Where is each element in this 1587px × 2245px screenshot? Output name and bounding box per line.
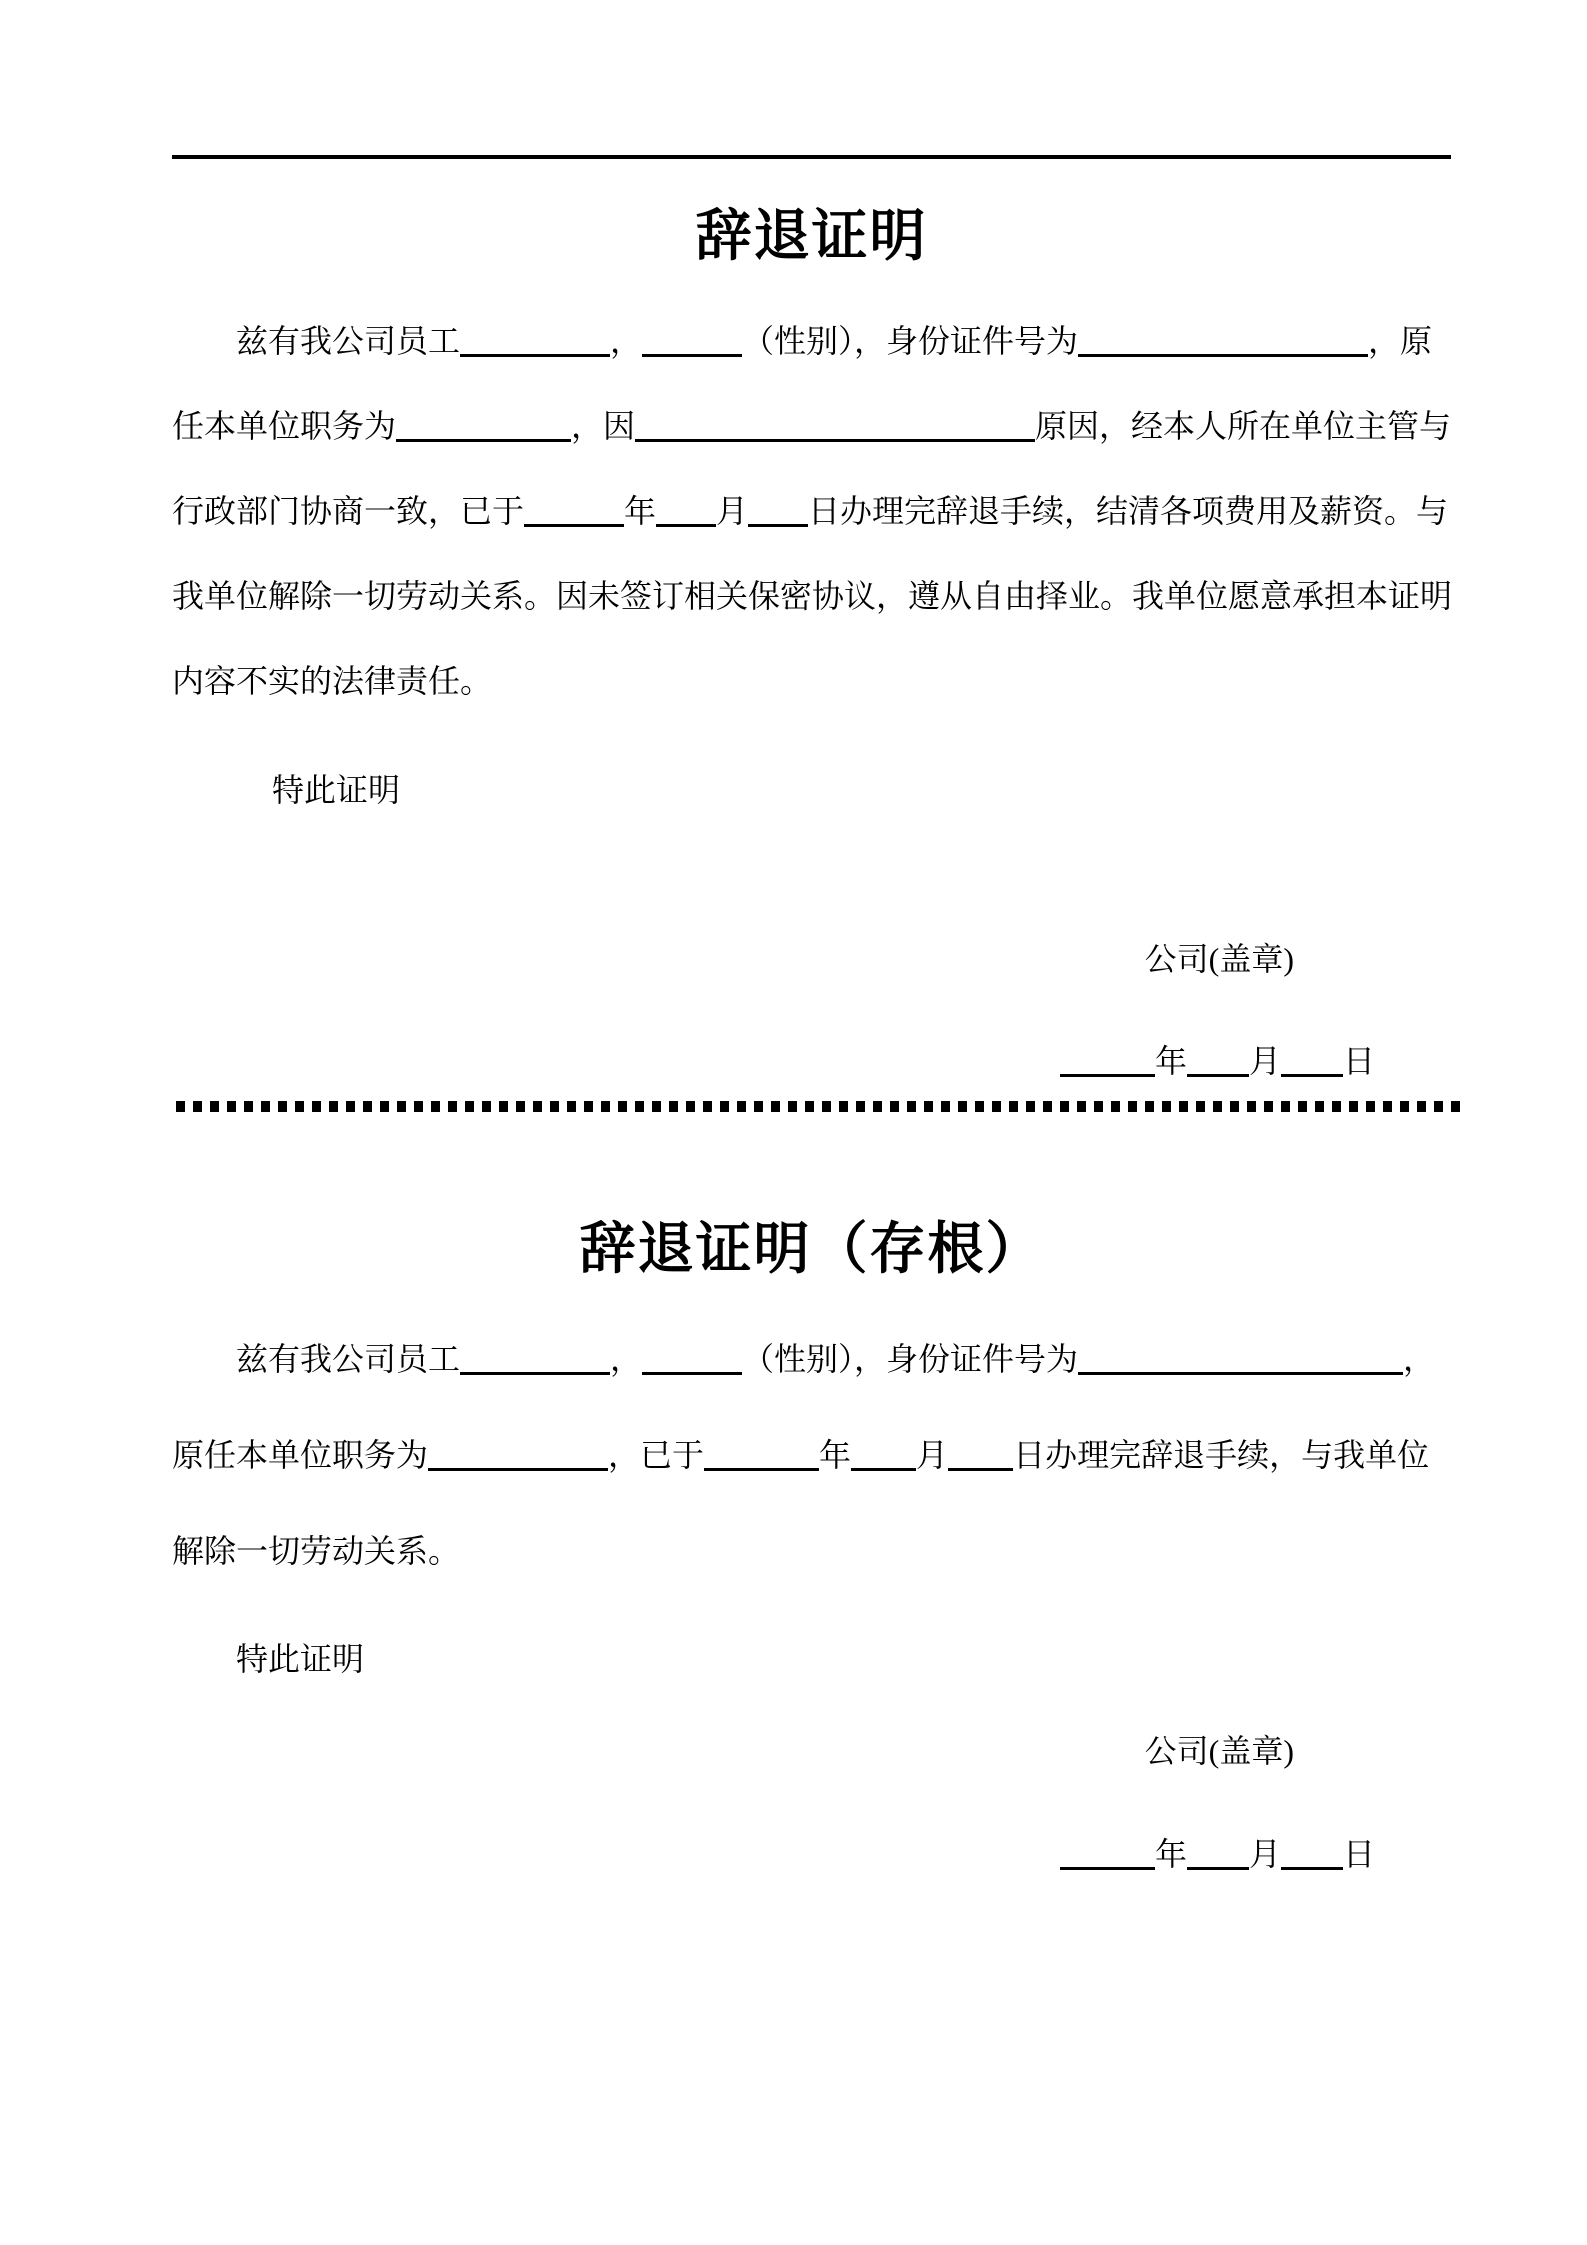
fill-in-blank-line[interactable]	[460, 348, 610, 357]
fill-in-blank-line[interactable]	[1281, 1068, 1343, 1077]
fill-in-blank-line[interactable]	[1187, 1861, 1249, 1870]
stub-company-seal-label: 公司(盖章)	[1144, 1733, 1294, 1769]
text-run: 日办理完辞退手续，与我单位	[1013, 1437, 1430, 1473]
fill-in-blank-line[interactable]	[642, 348, 742, 357]
main-company-seal-label: 公司(盖章)	[1144, 941, 1294, 977]
text-run: 行政部门协商一致，已于	[172, 493, 525, 529]
fill-in-blank-line[interactable]	[704, 1462, 819, 1471]
text-run: 内容不实的法律责任。	[172, 663, 493, 699]
text-run: 年	[819, 1437, 852, 1473]
text-run: 年	[1154, 1836, 1187, 1872]
text-run: 年	[624, 493, 657, 529]
text-line	[172, 1407, 1462, 1503]
text-run: ，因	[571, 408, 636, 444]
text-run: 年	[1154, 1043, 1187, 1079]
text-run: 日	[1342, 1836, 1375, 1872]
text-run: ，已于	[608, 1437, 705, 1473]
text-run: （性别），身份证件号为	[742, 1341, 1079, 1377]
main-date-line	[172, 1039, 1451, 1083]
main-closing-statement: 特此证明	[272, 772, 401, 808]
fill-in-blank-line[interactable]	[948, 1462, 1013, 1471]
stub-closing-statement: 特此证明	[236, 1641, 365, 1677]
text-run: 原任本单位职务为	[172, 1437, 429, 1473]
fill-in-blank-line[interactable]	[1060, 1068, 1155, 1077]
text-run: 任本单位职务为	[172, 408, 397, 444]
fill-in-blank-line[interactable]	[460, 1366, 610, 1375]
stub-title: 辞退证明（存根）	[579, 1219, 1044, 1281]
stub-body-paragraph	[172, 1311, 1462, 1599]
fill-in-blank-line[interactable]	[1281, 1861, 1343, 1870]
text-run: ，	[1403, 1341, 1436, 1377]
text-run: 月	[1248, 1836, 1281, 1872]
text-line	[172, 1039, 1375, 1083]
fill-in-blank-line[interactable]	[748, 518, 808, 527]
main-body-paragraph	[172, 299, 1462, 724]
fill-in-blank-line[interactable]	[851, 1462, 916, 1471]
text-run: 日办理完辞退手续，结清各项费用及薪资。与	[808, 493, 1449, 529]
text-run: ，	[610, 323, 643, 359]
text-line	[172, 384, 1462, 469]
text-run: （性别），身份证件号为	[742, 323, 1079, 359]
text-run: 月	[916, 1437, 949, 1473]
fill-in-blank-line[interactable]	[656, 518, 716, 527]
fill-in-blank-line[interactable]	[428, 1462, 608, 1471]
fill-in-blank-line[interactable]	[1078, 348, 1368, 357]
text-line	[172, 554, 1462, 639]
text-run: 月	[1248, 1043, 1281, 1079]
fill-in-blank-line[interactable]	[1078, 1366, 1403, 1375]
text-line	[172, 1503, 1462, 1599]
text-run: 日	[1342, 1043, 1375, 1079]
tear-off-dashed-separator	[176, 1101, 1468, 1112]
main-title: 辞退证明	[695, 206, 928, 268]
text-run: 解除一切劳动关系。	[172, 1533, 461, 1569]
text-run: ，原	[1368, 323, 1433, 359]
fill-in-blank-line[interactable]	[1060, 1861, 1155, 1870]
fill-in-blank-line[interactable]	[635, 433, 1035, 442]
fill-in-blank-line[interactable]	[642, 1366, 742, 1375]
text-line	[172, 469, 1462, 554]
text-run: 兹有我公司员工	[236, 323, 461, 359]
text-run: ，	[610, 1341, 643, 1377]
text-run: 我单位解除一切劳动关系。因未签订相关保密协议，遵从自由择业。我单位愿意承担本证明	[172, 578, 1453, 614]
stub-date-line	[172, 1832, 1451, 1876]
text-line	[172, 1832, 1375, 1876]
text-run: 月	[716, 493, 749, 529]
text-line	[172, 639, 1462, 724]
fill-in-blank-line[interactable]	[396, 433, 571, 442]
fill-in-blank-line[interactable]	[1187, 1068, 1249, 1077]
top-border-rule	[172, 155, 1451, 159]
fill-in-blank-line[interactable]	[524, 518, 624, 527]
text-line	[172, 1311, 1462, 1407]
text-run: 兹有我公司员工	[236, 1341, 461, 1377]
text-line	[172, 299, 1462, 384]
text-run: 原因，经本人所在单位主管与	[1035, 408, 1452, 444]
